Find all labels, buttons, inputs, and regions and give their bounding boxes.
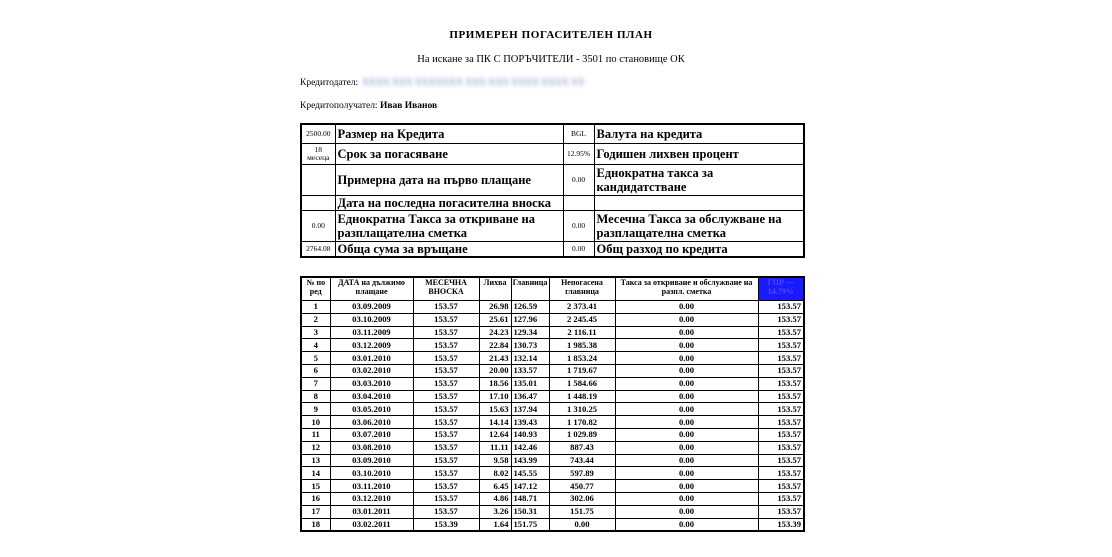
interest: 26.98 xyxy=(479,301,511,314)
interest: 9.58 xyxy=(479,454,511,467)
table-row xyxy=(301,441,804,454)
account-open-fee-value: 0.00 xyxy=(301,210,335,241)
table-row xyxy=(301,505,804,518)
row-number: 11 xyxy=(301,428,330,441)
interest: 8.02 xyxy=(479,467,511,480)
remaining-principal: 151.75 xyxy=(549,505,615,518)
table-row xyxy=(301,416,804,429)
apr-payment: 153.57 xyxy=(758,390,804,403)
document-subtitle: На искане за ПК С ПОРЪЧИТЕЛИ - 3501 по становище ОК xyxy=(417,54,685,65)
due-date: 03.05.2010 xyxy=(330,403,413,416)
interest: 24.23 xyxy=(479,326,511,339)
row-number: 12 xyxy=(301,441,330,454)
installment: 153.57 xyxy=(413,313,479,326)
loan-amount-label: Размер на Кредита xyxy=(335,124,563,143)
interest: 21.43 xyxy=(479,352,511,365)
apr-payment: 153.57 xyxy=(758,352,804,365)
row-number: 13 xyxy=(301,454,330,467)
account-open-fee-label: Еднократна Такса за откриване на разплащателна сметка xyxy=(335,210,563,241)
empty-cell xyxy=(563,195,594,210)
apr-payment: 153.57 xyxy=(758,416,804,429)
principal: 142.46 xyxy=(511,441,549,454)
principal: 148.71 xyxy=(511,492,549,505)
table-row xyxy=(301,313,804,326)
monthly-fee-label: Месечна Такса за обслужване на разплащателна сметка xyxy=(594,210,804,241)
apr-payment: 153.39 xyxy=(758,518,804,531)
account-fee: 0.00 xyxy=(615,313,758,326)
principal: 130.73 xyxy=(511,339,549,352)
remaining-principal: 302.06 xyxy=(549,492,615,505)
installment: 153.57 xyxy=(413,454,479,467)
schedule-body xyxy=(301,301,804,532)
principal: 137.94 xyxy=(511,403,549,416)
remaining-principal: 1 985.38 xyxy=(549,339,615,352)
installment: 153.57 xyxy=(413,301,479,314)
currency-value: BGL xyxy=(563,124,594,143)
apr-payment: 153.57 xyxy=(758,326,804,339)
interest: 22.84 xyxy=(479,339,511,352)
account-fee: 0.00 xyxy=(615,454,758,467)
apr-payment: 153.57 xyxy=(758,377,804,390)
principal: 135.01 xyxy=(511,377,549,390)
table-row xyxy=(301,467,804,480)
summary-row xyxy=(301,195,804,210)
first-payment-label: Примерна дата на първо плащане xyxy=(335,164,563,195)
remaining-principal: 1 310.25 xyxy=(549,403,615,416)
borrower-name: Ивав Иванов xyxy=(379,101,438,111)
row-number: 2 xyxy=(301,313,330,326)
due-date: 03.09.2009 xyxy=(330,301,413,314)
principal: 136.47 xyxy=(511,390,549,403)
remaining-principal: 2 373.41 xyxy=(549,301,615,314)
installment: 153.57 xyxy=(413,352,479,365)
loan-summary-table xyxy=(300,123,805,258)
installment: 153.57 xyxy=(413,467,479,480)
borrower-label: Кредитополучател: xyxy=(300,101,378,111)
application-fee-label: Еднократна такса за кандидатстване xyxy=(594,164,804,195)
loan-amount-value: 2500.00 xyxy=(301,124,335,143)
principal: 150.31 xyxy=(511,505,549,518)
remaining-principal: 0.00 xyxy=(549,518,615,531)
due-date: 03.07.2010 xyxy=(330,428,413,441)
row-number: 18 xyxy=(301,518,330,531)
due-date: 03.02.2011 xyxy=(330,518,413,531)
interest: 18.56 xyxy=(479,377,511,390)
due-date: 03.12.2010 xyxy=(330,492,413,505)
summary-row xyxy=(301,241,804,257)
summary-row xyxy=(301,164,804,195)
term-label: Срок за погасяване xyxy=(335,143,563,164)
table-row xyxy=(301,518,804,531)
remaining-principal: 1 448.19 xyxy=(549,390,615,403)
remaining-principal: 1 584.66 xyxy=(549,377,615,390)
borrower-line xyxy=(300,101,437,111)
table-row xyxy=(301,377,804,390)
col-header-apr: ГПР — 14.79% xyxy=(758,277,804,301)
row-number: 7 xyxy=(301,377,330,390)
interest: 3.26 xyxy=(479,505,511,518)
account-fee: 0.00 xyxy=(615,518,758,531)
document-title: ПРИМЕРЕН ПОГАСИТЕЛЕН ПЛАН xyxy=(449,29,653,41)
apr-payment: 153.57 xyxy=(758,492,804,505)
col-header-installment: МЕСЕЧНА ВНОСКА xyxy=(413,277,479,301)
row-number: 16 xyxy=(301,492,330,505)
principal: 151.75 xyxy=(511,518,549,531)
table-row xyxy=(301,492,804,505)
total-repay-label: Обща сума за връщане xyxy=(335,241,563,257)
installment: 153.57 xyxy=(413,505,479,518)
interest-rate-value: 12.95% xyxy=(563,143,594,164)
table-row xyxy=(301,403,804,416)
principal: 126.59 xyxy=(511,301,549,314)
due-date: 03.09.2010 xyxy=(330,454,413,467)
apr-payment: 153.57 xyxy=(758,441,804,454)
row-number: 5 xyxy=(301,352,330,365)
installment: 153.57 xyxy=(413,416,479,429)
row-number: 10 xyxy=(301,416,330,429)
interest: 4.86 xyxy=(479,492,511,505)
interest: 20.00 xyxy=(479,364,511,377)
apr-payment: 153.57 xyxy=(758,364,804,377)
apr-payment: 153.57 xyxy=(758,467,804,480)
row-number: 3 xyxy=(301,326,330,339)
remaining-principal: 2 245.45 xyxy=(549,313,615,326)
currency-label: Валута на кредита xyxy=(594,124,804,143)
account-fee: 0.00 xyxy=(615,352,758,365)
col-header-date: ДАТА на дължимо плащане xyxy=(330,277,413,301)
due-date: 03.01.2010 xyxy=(330,352,413,365)
due-date: 03.02.2010 xyxy=(330,364,413,377)
remaining-principal: 1 029.89 xyxy=(549,428,615,441)
due-date: 03.08.2010 xyxy=(330,441,413,454)
interest: 11.11 xyxy=(479,441,511,454)
term-value: 18 xyxy=(314,144,322,154)
account-fee: 0.00 xyxy=(615,403,758,416)
row-number: 4 xyxy=(301,339,330,352)
installment: 153.57 xyxy=(413,364,479,377)
table-row xyxy=(301,301,804,314)
due-date: 03.01.2011 xyxy=(330,505,413,518)
table-row xyxy=(301,364,804,377)
installment: 153.57 xyxy=(413,428,479,441)
interest: 12.64 xyxy=(479,428,511,441)
due-date: 03.11.2010 xyxy=(330,480,413,493)
account-fee: 0.00 xyxy=(615,377,758,390)
interest: 25.61 xyxy=(479,313,511,326)
remaining-principal: 887.43 xyxy=(549,441,615,454)
principal: 139.43 xyxy=(511,416,549,429)
apr-payment: 153.57 xyxy=(758,505,804,518)
total-cost-label: Общ разход по кредита xyxy=(594,241,804,257)
empty-cell xyxy=(594,195,804,210)
installment: 153.57 xyxy=(413,326,479,339)
installment: 153.57 xyxy=(413,390,479,403)
account-fee: 0.00 xyxy=(615,441,758,454)
account-fee: 0.00 xyxy=(615,339,758,352)
interest: 14.14 xyxy=(479,416,511,429)
apr-payment: 153.57 xyxy=(758,301,804,314)
total-cost-value: 0.00 xyxy=(563,241,594,257)
summary-row xyxy=(301,210,804,241)
installment: 153.57 xyxy=(413,441,479,454)
remaining-principal: 1 719.67 xyxy=(549,364,615,377)
account-fee: 0.00 xyxy=(615,301,758,314)
row-number: 8 xyxy=(301,390,330,403)
interest: 17.10 xyxy=(479,390,511,403)
schedule-header-row xyxy=(301,277,804,301)
principal: 143.99 xyxy=(511,454,549,467)
table-row xyxy=(301,480,804,493)
application-fee-value: 0.00 xyxy=(563,164,594,195)
installment: 153.57 xyxy=(413,492,479,505)
interest: 1.64 xyxy=(479,518,511,531)
remaining-principal: 2 116.11 xyxy=(549,326,615,339)
account-fee: 0.00 xyxy=(615,505,758,518)
principal: 127.96 xyxy=(511,313,549,326)
col-header-number: № по ред xyxy=(301,277,330,301)
apr-payment: 153.57 xyxy=(758,339,804,352)
installment: 153.39 xyxy=(413,518,479,531)
row-number: 17 xyxy=(301,505,330,518)
installment: 153.57 xyxy=(413,339,479,352)
principal: 147.12 xyxy=(511,480,549,493)
installment: 153.57 xyxy=(413,377,479,390)
table-row xyxy=(301,352,804,365)
interest-rate-label: Годишен лихвен процент xyxy=(594,143,804,164)
row-number: 6 xyxy=(301,364,330,377)
summary-row xyxy=(301,124,804,143)
due-date: 03.12.2009 xyxy=(330,339,413,352)
table-row xyxy=(301,454,804,467)
account-fee: 0.00 xyxy=(615,492,758,505)
principal: 140.93 xyxy=(511,428,549,441)
col-header-interest: Лихва xyxy=(479,277,511,301)
creditor-name-redacted: ХХХХ ХХХ ХХХХХХХ ХХХ ХХХ ХХХХ ХХХХ ХХ xyxy=(362,78,585,88)
apr-payment: 153.57 xyxy=(758,428,804,441)
account-fee: 0.00 xyxy=(615,416,758,429)
due-date: 03.03.2010 xyxy=(330,377,413,390)
installment: 153.57 xyxy=(413,480,479,493)
interest: 15.63 xyxy=(479,403,511,416)
table-row xyxy=(301,326,804,339)
remaining-principal: 1 853.24 xyxy=(549,352,615,365)
due-date: 03.11.2009 xyxy=(330,326,413,339)
interest: 6.45 xyxy=(479,480,511,493)
remaining-principal: 1 170.82 xyxy=(549,416,615,429)
summary-row xyxy=(301,143,804,164)
due-date: 03.10.2010 xyxy=(330,467,413,480)
account-fee: 0.00 xyxy=(615,428,758,441)
principal: 129.34 xyxy=(511,326,549,339)
col-header-account-fee: Такса за откриване и обслужване на разпл. сметка xyxy=(615,277,758,301)
creditor-label: Кредитодател: xyxy=(300,78,359,88)
account-fee: 0.00 xyxy=(615,467,758,480)
term-value-cell xyxy=(301,143,335,164)
principal: 145.55 xyxy=(511,467,549,480)
table-row xyxy=(301,390,804,403)
table-row xyxy=(301,339,804,352)
due-date: 03.06.2010 xyxy=(330,416,413,429)
apr-payment: 153.57 xyxy=(758,480,804,493)
row-number: 9 xyxy=(301,403,330,416)
principal: 133.57 xyxy=(511,364,549,377)
total-repay-value: 2764.08 xyxy=(301,241,335,257)
principal: 132.14 xyxy=(511,352,549,365)
account-fee: 0.00 xyxy=(615,390,758,403)
first-payment-value xyxy=(301,164,335,195)
apr-payment: 153.57 xyxy=(758,454,804,467)
last-payment-value xyxy=(301,195,335,210)
due-date: 03.10.2009 xyxy=(330,313,413,326)
row-number: 15 xyxy=(301,480,330,493)
col-header-remaining: Непогасена главница xyxy=(549,277,615,301)
row-number: 14 xyxy=(301,467,330,480)
account-fee: 0.00 xyxy=(615,326,758,339)
remaining-principal: 597.89 xyxy=(549,467,615,480)
apr-payment: 153.57 xyxy=(758,403,804,416)
last-payment-label: Дата на последна погасителна вноска xyxy=(335,195,563,210)
creditor-line xyxy=(300,78,585,88)
repayment-schedule-table xyxy=(300,276,805,532)
remaining-principal: 450.77 xyxy=(549,480,615,493)
table-row xyxy=(301,428,804,441)
col-header-principal: Главница xyxy=(511,277,549,301)
installment: 153.57 xyxy=(413,403,479,416)
account-fee: 0.00 xyxy=(615,364,758,377)
remaining-principal: 743.44 xyxy=(549,454,615,467)
due-date: 03.04.2010 xyxy=(330,390,413,403)
account-fee: 0.00 xyxy=(615,480,758,493)
apr-payment: 153.57 xyxy=(758,313,804,326)
term-unit: месеца xyxy=(307,152,330,162)
row-number: 1 xyxy=(301,301,330,314)
monthly-fee-value: 0.00 xyxy=(563,210,594,241)
